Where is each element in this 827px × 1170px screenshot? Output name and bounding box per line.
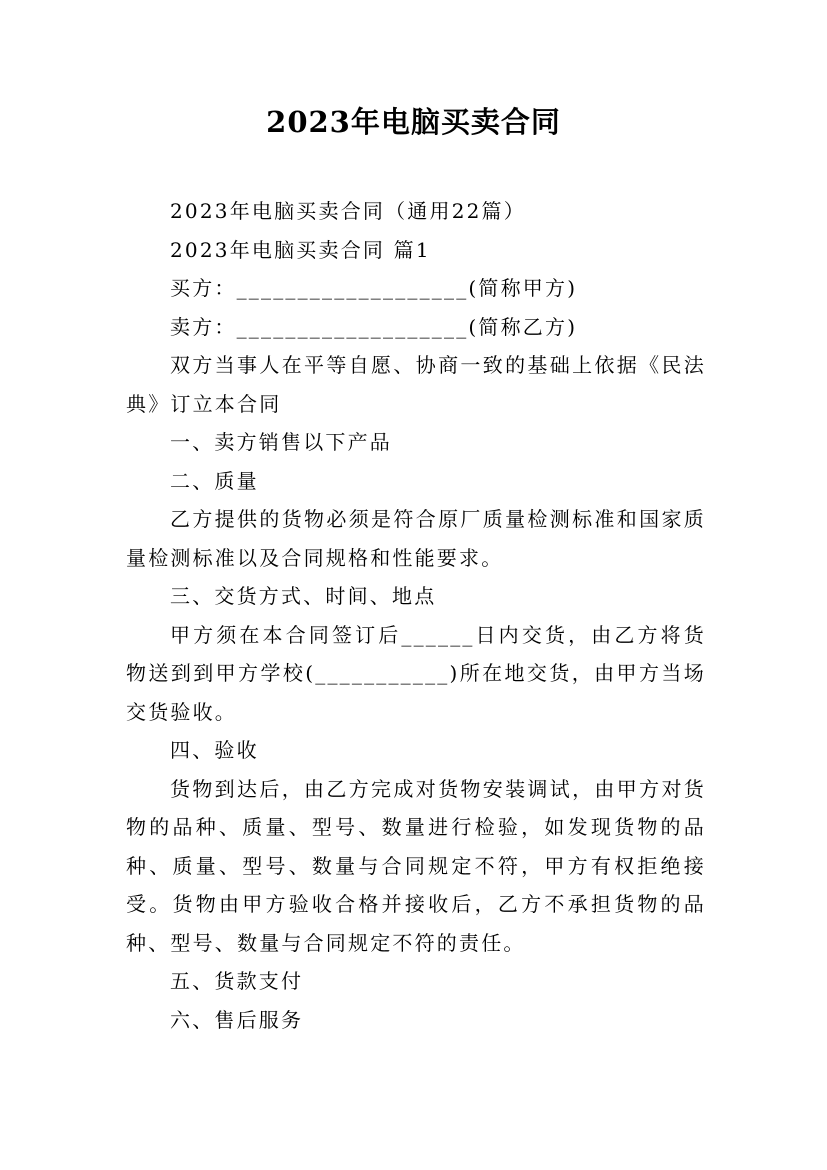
document-title: 2023年电脑买卖合同 — [266, 105, 561, 139]
paragraph-seller: 卖方：___________________(简称乙方) — [170, 314, 578, 339]
clause-heading-payment: 五、货款支付 — [170, 969, 304, 993]
paragraph-section-heading: 2023年电脑买卖合同 篇1 — [170, 237, 431, 262]
paragraph-buyer: 买方：___________________(简称甲方) — [170, 276, 578, 300]
clause-text-delivery: 甲方须在本合同签订后______日内交货，由乙方将货物送到到甲方学校(___________)所在地交货，由甲方当场交货验收。 — [126, 622, 706, 724]
clause-heading-delivery: 三、交货方式、时间、地点 — [170, 584, 437, 608]
clause-text-quality: 乙方提供的货物必须是符合原厂质量检测标准和国家质量检测标准以及合同规格和性能要求。 — [126, 507, 706, 570]
clause-heading-service: 六、售后服务 — [170, 1007, 304, 1032]
clause-heading-quality: 二、质量 — [170, 468, 259, 493]
paragraph-subtitle: 2023年电脑买卖合同（通用22篇） — [170, 199, 526, 223]
paragraph-preamble: 双方当事人在平等自愿、协商一致的基础上依据《民法典》订立本合同 — [126, 353, 706, 416]
clause-text-acceptance: 货物到达后，由乙方完成对货物安装调试，由甲方对货物的品种、质量、型号、数量进行检验，如发现货物的品种、质量、型号、数量与合同规定不符，甲方有权拒绝接受。货物由甲方验收合格并接收后，乙方不承担货物的品种、型号、数量与合同规定不符的责任。 — [126, 776, 706, 955]
clause-heading-acceptance: 四、验收 — [170, 738, 259, 762]
document-body — [126, 192, 706, 1039]
clause-heading-products: 一、卖方销售以下产品 — [170, 430, 392, 454]
